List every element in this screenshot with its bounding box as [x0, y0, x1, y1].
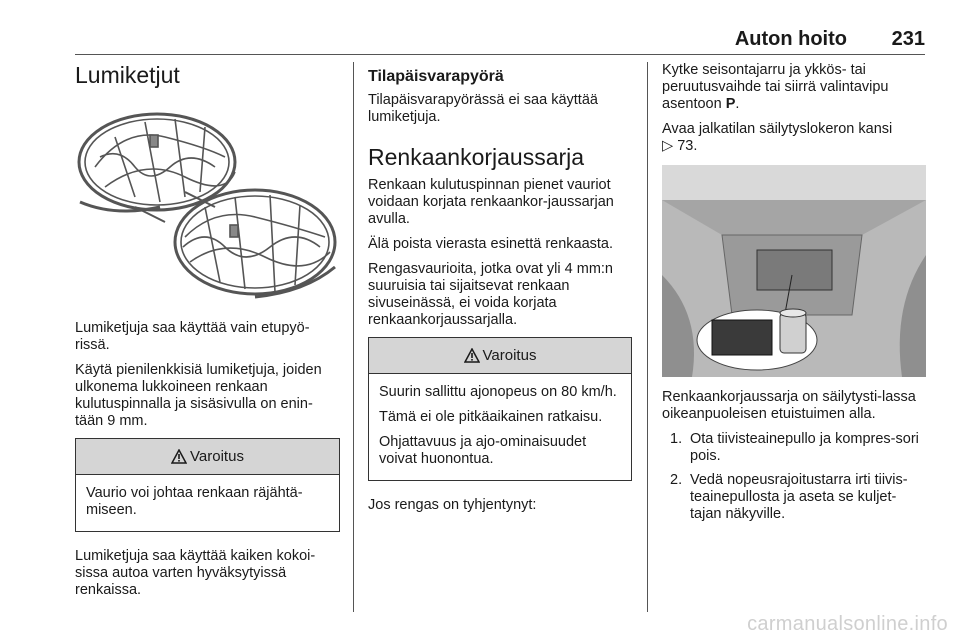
flat-tyre-text: Jos rengas on tyhjentynyt:: [368, 497, 537, 513]
open-compartment-text: Avaa jalkatilan säilytyslokeron kansi ▷ 73.: [662, 121, 893, 154]
warning-header: [76, 439, 339, 475]
kit-location-text: Renkaankorjaussarja on säilytysti-lassa oikeanpuoleisen etuistuimen alla.: [662, 389, 916, 422]
step-text: Vedä nopeusrajoitustarra irti tiivis-teainepullosta ja aseta se kuljet-tajan näkyville.: [690, 472, 908, 522]
warning-label: Varoitus: [482, 347, 537, 364]
header-rule: [75, 54, 925, 55]
column-repair-kit: [368, 62, 632, 522]
list-item: [662, 431, 926, 465]
heading-temporary-spare: Tilapäisvarapyörä: [368, 68, 504, 85]
warning-handling-text: Ohjattavuus ja ajo-ominaisuudet voivat huonontua.: [379, 434, 587, 467]
page-number: 231: [891, 28, 925, 50]
step-text: Ota tiivisteainepullo ja kompres-sori pois.: [690, 431, 919, 464]
chains-all-sizes-text: Lumiketjuja saa käyttää kaiken kokoi-sissa autoa varten hyväksytyissä renkaissa.: [75, 548, 316, 598]
damage-limit-text: Rengasvaurioita, jotka ovat yli 4 mm:n suuruisia tai sijaitsevat renkaan sivuseinässä, ei voida korjata renkaankorjaussarjalla.: [368, 261, 613, 328]
column-divider-1: [353, 62, 354, 612]
section-title: Auton hoito: [734, 28, 847, 50]
repair-kit-intro-text: Renkaan kulutuspinnan pienet vauriot voidaan korjata renkaankor-jaussarjan avulla.: [368, 177, 614, 227]
warning-temporary-text: Tämä ei ole pitkäaikainen ratkaisu.: [379, 409, 603, 425]
foreign-object-text: Älä poista vierasta esinettä renkaasta.: [368, 236, 614, 252]
chains-front-wheels-text: Lumiketjuja saa käyttää vain etupyö-rissä.: [75, 320, 310, 353]
warning-box-repair-kit: [368, 337, 632, 481]
column-divider-2: [647, 62, 648, 612]
warning-speed-text: Suurin sallittu ajonopeus on 80 km/h.: [379, 384, 617, 400]
warning-text: Vaurio voi johtaa renkaan räjähtä-miseen.: [86, 485, 303, 518]
steps-list: [662, 431, 926, 523]
warning-header: [369, 338, 631, 374]
parking-brake-text: Kytke seisontajarru ja ykkös- tai peruutusvaihde tai siirrä valintavipu asentoon P.: [662, 62, 889, 112]
spare-no-chains-text: Tilapäisvarapyörässä ei saa käyttää lumiketjuja.: [368, 92, 598, 125]
warning-box-chains: [75, 438, 340, 532]
snow-chains-illustration: [75, 97, 340, 312]
column-kit-location: [662, 62, 926, 530]
warning-triangle-icon: [171, 449, 187, 464]
step-number: 1.: [670, 431, 683, 447]
page-header: [75, 28, 925, 54]
column-snow-chains: [75, 62, 340, 607]
list-item: [662, 472, 926, 523]
warning-label: Varoitus: [190, 448, 244, 465]
storage-compartment-illustration: [662, 165, 926, 377]
page-reference[interactable]: 73.: [677, 138, 698, 154]
watermark: carmanualsonline.info: [747, 613, 948, 635]
gear-p: P: [725, 96, 736, 112]
step-number: 2.: [670, 472, 683, 488]
heading-snow-chains: Lumiketjut: [75, 62, 180, 88]
page-reference-icon: ▷: [662, 138, 678, 154]
warning-triangle-icon: [464, 348, 480, 363]
chains-size-text: Käytä pienilenkkisiä lumiketjuja, joiden ulkonema lukkoineen renkaan kulutuspinnalla ja sisäsivulla on enin-tään 9 mm.: [75, 362, 322, 429]
heading-tyre-repair-kit: Renkaankorjaussarja: [368, 144, 585, 170]
